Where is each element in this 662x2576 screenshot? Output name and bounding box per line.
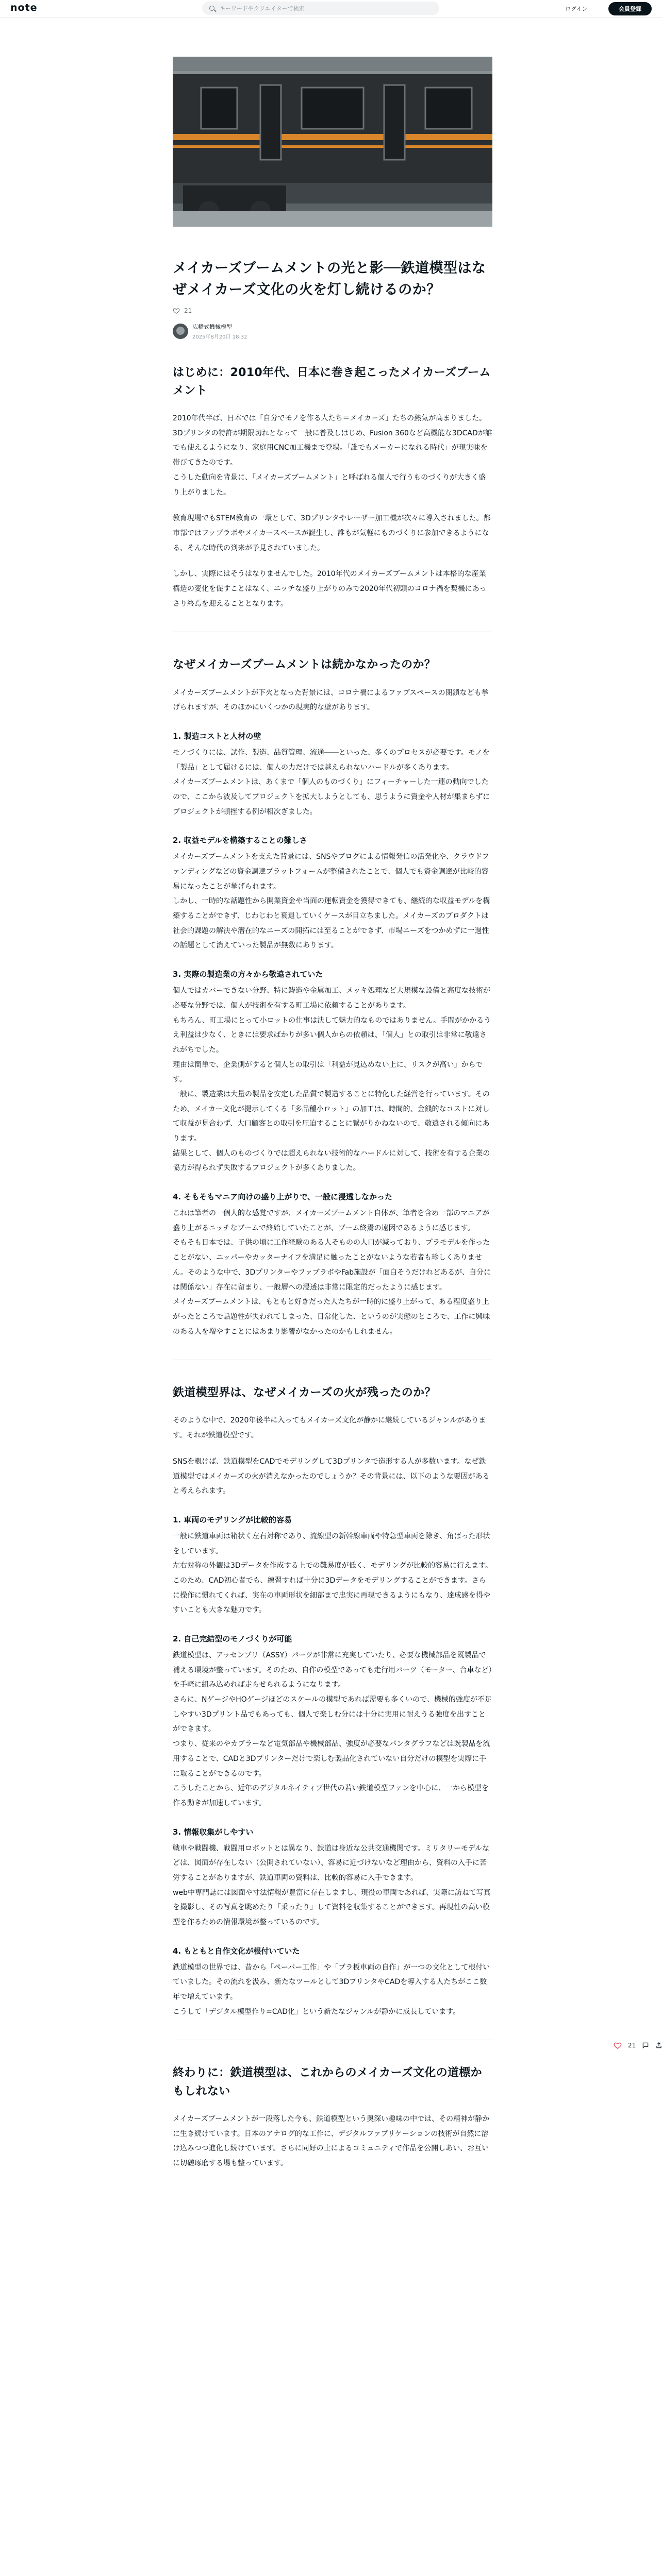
body-paragraph: 2010年代半ば、日本では「自分でモノを作る人たち＝メイカーズ」たちの熱気が高まりました。3Dプリンタの特許が期限切れとなって一般に普及しはじめ、Fusion 360など高機能な3DCADが誰でも使えるようになり、家庭用CNC加工機まで登場。「誰でもメーカーになれる時代」が現実味を帯びてきたのです。 こうした動向を背景に、「メイカーズブームメント」と呼ばれる個人で行うものづくりが大きく盛り上がりました。 — [173, 414, 492, 497]
body-paragraph: メイカーズブームメントを支えた背景には、SNSやブログによる情報発信の活発化や、クラウドファンディングなどの資金調達プラットフォームが整備されたことで、個人でも資金調達が比較的容易になったことが挙げられます。 しかし、一時的な話題性から開業資金や当面の運転資金を獲得できても、継続的な収益モデルを構築することができず、じわじわと衰退していくケースが目立ちました。メイカーズのプロダクトは社会的課題の解決や潜在的なニーズの開拓には至ることができず、市場ニーズをつかめずに一過性の話題として消えていった製品が無数にあります。 — [173, 853, 490, 950]
article-title: メイカーズブームメントの光と影──鉄道模型はなぜメイカーズ文化の火を灯し続けるのか？ — [173, 260, 486, 298]
body-paragraph: SNSを覗けば、鉄道模型をCADでモデリングして3Dプリンタで造形する人が多数います。なぜ鉄道模型ではメイカーズの火が消えなかったのでしょうか？その背景には、以下のような要因があると考えられます。 — [173, 1457, 490, 1496]
search-input[interactable] — [220, 5, 416, 12]
body-paragraph: メイカーズブームメントが一段落した今も、鉄道模型という奥深い趣味の中では、その精神が静かに生き続けています。日本のアナログ的な工作に、デジタルファブリケーションの技術が自然に溶け込みつつ進化し続けています。さらに同好の士によるコミュニティで作品を公開しあい、お互いに切磋琢磨する場も整っています。 — [173, 2114, 490, 2167]
floating-heart-icon[interactable] — [614, 2041, 622, 2049]
body-paragraph: しかし、実際にはそうはなりませんでした。2010年代のメイカーズブームメントは本格的な産業構造の変化を促すことはなく、ニッチな盛り上がりのみで2020年代初頭のコロナ禍を契機にあっさり終焉を迎えることとなります。 — [173, 570, 487, 608]
subsection-heading: 3. 実際の製造業の方々から敬遠されていた — [173, 970, 323, 979]
login-link[interactable]: ログイン — [565, 6, 588, 12]
train-model-photo — [173, 57, 492, 227]
like-row — [173, 307, 492, 314]
body-paragraph: そのような中で、2020年後半に入ってもメイカーズ文化が静かに継続しているジャンルがあります。それが鉄道模型です。 — [173, 1416, 486, 1440]
subsection-heading: 1. 車両のモデリングが比較的容易 — [173, 1515, 292, 1524]
avatar[interactable] — [173, 324, 188, 339]
author-name[interactable]: 広幡式機械模型 — [192, 323, 232, 330]
section-heading: なぜメイカーズブームメントは続かなかったのか？ — [173, 658, 436, 672]
body-paragraph: 鉄道模型の世界では、昔から「ペーパー工作」や「ブラ板車両の自作」が一つの文化として根付いていました。その流れを汲み、新たなツールとして3DプリンタやCADを導入する人たちがここ数年で増えています。 こうして「デジタル模型作り=CAD化」という新たなジャンルが静かに成長しています。 — [173, 1963, 490, 2016]
body-paragraph: 鉄道模型は、アッセンブリ（ASSY）パーツが非常に充実していたり、必要な機械部品を既製品で補える環境が整っています。そのため、自作の模型であっても走行用パーツ（モーター、台車など）を手軽に組み込めれば走らせられるようになります。 さらに、NゲージやHOゲージほどのスケールの模型であれば需要も多くいので、機械的強度が不足しやすい3Dプリント品でもあっても、個人で楽しむ分には十分に実用に耐えうる強度を出すことができます。 つまり、従来のやカプラーなど電気部品や機械部品、強度が必要なパンタグラフなどは既製品を流用することで、CADと3Dプリンターだけで楽しむ製品化されていない自分だけの模型を実際に手に取ることができるのです。 こうしたことから、近年のデジタルネイティブ世代の若い鉄道模型ファンを中心に、一から模型を作る動きが加速しています。 — [173, 1651, 492, 1807]
article-section — [173, 1384, 492, 2019]
floating-actions — [614, 2041, 662, 2049]
author-block[interactable] — [173, 323, 492, 340]
body-paragraph: 一般に鉄道車両は箱状く左右対称であり、流線型の新幹線車両や特急型車両を除き、角ばった形状をしています。 左右対称の外観は3Dデータを作成する上での難易度が低く、モデリングが比較的容易に行えます。 このため、CAD初心者でも、練習すれば十分に3Dデータをモデリングすることができます。さらに操作に慣れてくれば、実在の車両形状を細部まで忠実に再現できるようにもなり、達成感を得やすいことも大きな魅力です。 — [173, 1532, 493, 1615]
article — [173, 258, 492, 2171]
body-paragraph: 戦車や戦闘機、戦闘用ロボットとは異なり、鉄道は身近な公共交通機関です。ミリタリーモデルなどは、図面が存在しない（公開されていない）、容易に近づけないなど理由から、資料の入手に苦労することがありますが、鉄道車両の資料は、比較的容易に入手できます。 web中専門誌には図面や寸法情報が豊富に存在しますし、現役の車両であれば、実際に訪ねて写真を撮影し、その写真を眺めたり「乗ったり」して資料を収集することができます。再現性の高い模型を作るための情報環境が整っているのです。 — [173, 1844, 491, 1926]
body-paragraph: 教育現場でもSTEM教育の一環として、3Dプリンタやレーザー加工機が次々に導入されました。都市部ではファブラボやメイカースペースが誕生し、誰もが気軽にものづくりに参加できるようになる、そんな時代の到来が予見されていました。 — [173, 514, 491, 552]
article-section — [173, 656, 492, 1339]
article-body — [173, 364, 492, 2171]
note-logo[interactable]: note — [10, 2, 38, 13]
heart-icon[interactable] — [173, 307, 180, 314]
subsection-heading: 2. 自己完結型のモノづくりが可能 — [173, 1634, 292, 1643]
section-heading: 鉄道模型界は、なぜメイカーズの火が残ったのか？ — [173, 1386, 436, 1400]
site-header — [0, 0, 662, 18]
body-paragraph: 個人ではカバーできない分野、特に鋳造や金属加工、メッキ処理など大規模な設備と高度な技術が必要な分野では、個人が技術を有する町工場に依頼することがあります。 もちろん、町工場にとって小ロットの仕事は決して魅力的なものではありません。手間がかかるうえ利益は少なく、ときには要求ばかりが多い個人からの依頼は、「個人」との取引は非常に敬遠されがちでした。 理由は簡単で、企業側がすると個人との取引は「利益が見込めない上に、リスクが高い」からです。 一般に、製造業は大量の製品を安定した品質で製造することに特化した経営を行っています。そのため、メイカー文化が提示してくる「多品種小ロット」の加工は、時間的、金銭的なコストに対して収益が見合わず、大口顧客との取引を圧迫することに繋がりかねないので、敬遠される傾向にあります。 結果として、個人のものづくりでは超えられない技術的なハードルに対して、技術を有する企業の協力が得られず失敗するプロジェクトが多くありました。 — [173, 987, 491, 1173]
subsection-heading: 4. そもそもマニア向けの盛り上がりで、一般に浸透しなかった — [173, 1192, 393, 1202]
share-icon[interactable] — [655, 2042, 662, 2049]
article-section — [173, 2064, 492, 2171]
like-count: 21 — [184, 307, 192, 314]
search-box[interactable] — [202, 2, 439, 15]
subsection-heading: 3. 情報収集がしやすい — [173, 1827, 254, 1837]
subsection-heading: 1. 製造コストと人材の壁 — [173, 731, 261, 741]
publish-date: 2025年8月20日 18:32 — [192, 334, 247, 340]
floating-like-count: 21 — [628, 2042, 636, 2049]
subsection-heading: 4. もともと自作文化が根付いていた — [173, 1946, 300, 1956]
signup-button[interactable]: 会員登録 — [608, 2, 652, 15]
article-section — [173, 364, 492, 612]
body-paragraph: メイカーズブームメントが下火となった背景には、コロナ禍によるファブスペースの閉鎖なども挙げられますが、そのほかにいくつかの現実的な壁があります。 — [173, 688, 489, 712]
body-paragraph: モノづくりには、試作、製造、品質管理、流通――といった、多くのプロセスが必要です。モノを「製品」として届けるには、個人の力だけでは越えられないハードルが多くあります。 メイカーズブームメントは、あくまで「個人のものづくり」にフィーチャーした一連の動向でしたので、ここから波及してプロジェクトを拡大しようとしても、思うように資金や人材が集まらずにプロジェクトが頓挫する例が相次ぎました。 — [173, 748, 490, 816]
comment-icon[interactable] — [642, 2042, 649, 2049]
hero-image — [173, 57, 492, 227]
body-paragraph: これは筆者の一個人的な感覚ですが、メイカーズブームメント自体が、筆者を含め一部のマニアが盛り上がるニッチなブームで終始していたことが、ブーム終焉の遠因であるように感じます。 そもそも日本では、子供の頃に工作経験のある人そものの人口が減っており、プラモデルを作ったことがない、ニッパーやカッターナイフを満足に触ったことがないような若者も珍しくありません。そのような中で、3DプリンターやファブラボやFab施設が「面白そうだけれどあるが、自分には関係ない」存在に留まり、一般層への浸透は非常に限定的だったように感じます。 メイカーズブームメントは、もともと好きだった人たちが一時的に盛り上がって、ある程度盛り上がったところで話題性が失われてしまった、日常化した、というのが実態のところで、工作に興味のある人を増やすことにはあまり影響がなかったのかもしれません。 — [173, 1209, 491, 1336]
search-icon — [209, 6, 214, 11]
section-heading: はじめに：2010年代、日本に巻き起こったメイカーズブームメント — [173, 366, 491, 397]
section-heading: 終わりに：鉄道模型は、これからのメイカーズ文化の道標かもしれない — [173, 2066, 482, 2098]
subsection-heading: 2. 収益モデルを構築することの難しさ — [173, 836, 307, 845]
